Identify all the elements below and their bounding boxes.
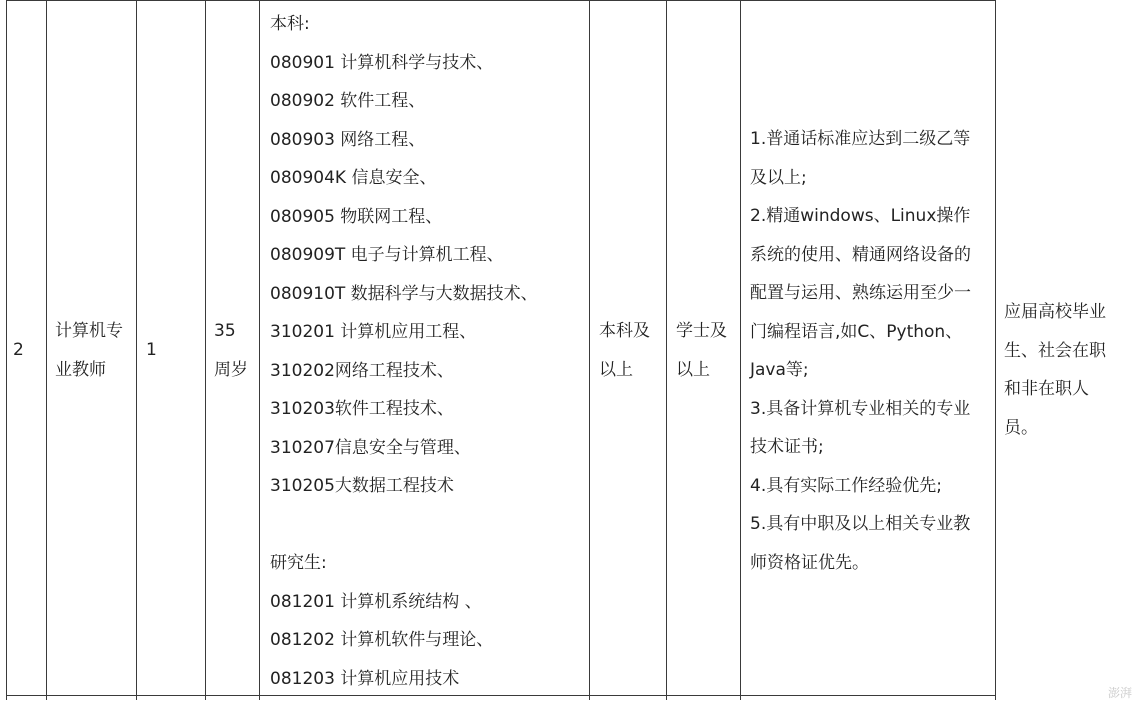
major-item: 310205大数据工程技术: [270, 476, 454, 496]
education-line: 本科及: [599, 321, 650, 341]
education-line: 以上: [599, 359, 633, 380]
grad-heading: 研究生:: [270, 553, 327, 573]
undergrad-heading: 本科:: [270, 14, 310, 34]
requirement-line: 5.具有中职及以上相关专业教: [750, 514, 971, 534]
column-border: [740, 0, 741, 700]
major-item: 080905 物联网工程、: [270, 206, 443, 227]
requirement-line: 4.具有实际工作经验优先;: [750, 475, 942, 496]
position-line: 业教师: [55, 359, 106, 380]
position-name: [55, 312, 123, 389]
target-line: 员。: [1004, 417, 1038, 438]
major-item: 310202网络工程技术、: [270, 360, 454, 381]
column-border: [205, 0, 206, 700]
major-item: 310201 计算机应用工程、: [270, 322, 477, 342]
degree-line: 学士及: [676, 321, 727, 341]
target-line: 生、社会在职: [1004, 340, 1106, 361]
column-border: [46, 0, 47, 700]
column-border: [589, 0, 590, 700]
major-item: 081202 计算机软件与理论、: [270, 630, 494, 650]
target-line: 和非在职人: [1004, 379, 1089, 399]
major-item: 081203 计算机应用技术: [270, 668, 460, 689]
position-line: 计算机专: [55, 321, 123, 341]
requirement-line: 配置与运用、熟练运用至少一: [750, 283, 971, 303]
requirement-line: 技术证书;: [750, 437, 824, 457]
spacer: [270, 506, 538, 545]
age-line: 35: [214, 321, 236, 341]
major-item: 310207信息安全与管理、: [270, 437, 471, 458]
column-border: [259, 0, 260, 700]
major-item: 310203软件工程技术、: [270, 399, 454, 419]
age-line: 周岁: [214, 359, 248, 380]
requirement-line: 2.精通windows、Linux操作: [750, 206, 971, 226]
major-item: 080901 计算机科学与技术、: [270, 52, 494, 73]
target-applicants: [1004, 293, 1106, 447]
age-limit: [214, 312, 248, 389]
headcount: 1: [146, 340, 157, 360]
major-item: 080904K 信息安全、: [270, 168, 437, 188]
majors-list: [270, 5, 538, 698]
degree-line: 以上: [676, 359, 710, 380]
requirement-line: 1.普通话标准应达到二级乙等: [750, 129, 971, 149]
requirement-line: 系统的使用、精通网络设备的: [750, 244, 971, 265]
column-border: [136, 0, 137, 700]
column-border: [6, 0, 7, 700]
major-item: 080902 软件工程、: [270, 91, 426, 111]
requirement-line: 门编程语言,如C、Python、: [750, 321, 963, 342]
requirement-line: 及以上;: [750, 167, 807, 188]
watermark: 澎湃: [1108, 686, 1133, 700]
row-index: 2: [13, 340, 24, 360]
major-item: 080909T 电子与计算机工程、: [270, 245, 504, 265]
major-item: 080903 网络工程、: [270, 129, 426, 150]
requirement-line: Java等;: [750, 360, 809, 380]
education-level: [599, 312, 650, 389]
requirement-line: 师资格证优先。: [750, 552, 869, 573]
requirement-line: 3.具备计算机专业相关的专业: [750, 398, 971, 419]
major-item: 080910T 数据科学与大数据技术、: [270, 283, 538, 304]
requirements-list: [750, 120, 971, 582]
target-line: 应届高校毕业: [1004, 302, 1106, 322]
degree-requirement: [676, 312, 727, 389]
row-border-top: [6, 0, 996, 1]
major-item: 081201 计算机系统结构 、: [270, 591, 482, 612]
column-border: [666, 0, 667, 700]
column-border: [995, 0, 996, 700]
